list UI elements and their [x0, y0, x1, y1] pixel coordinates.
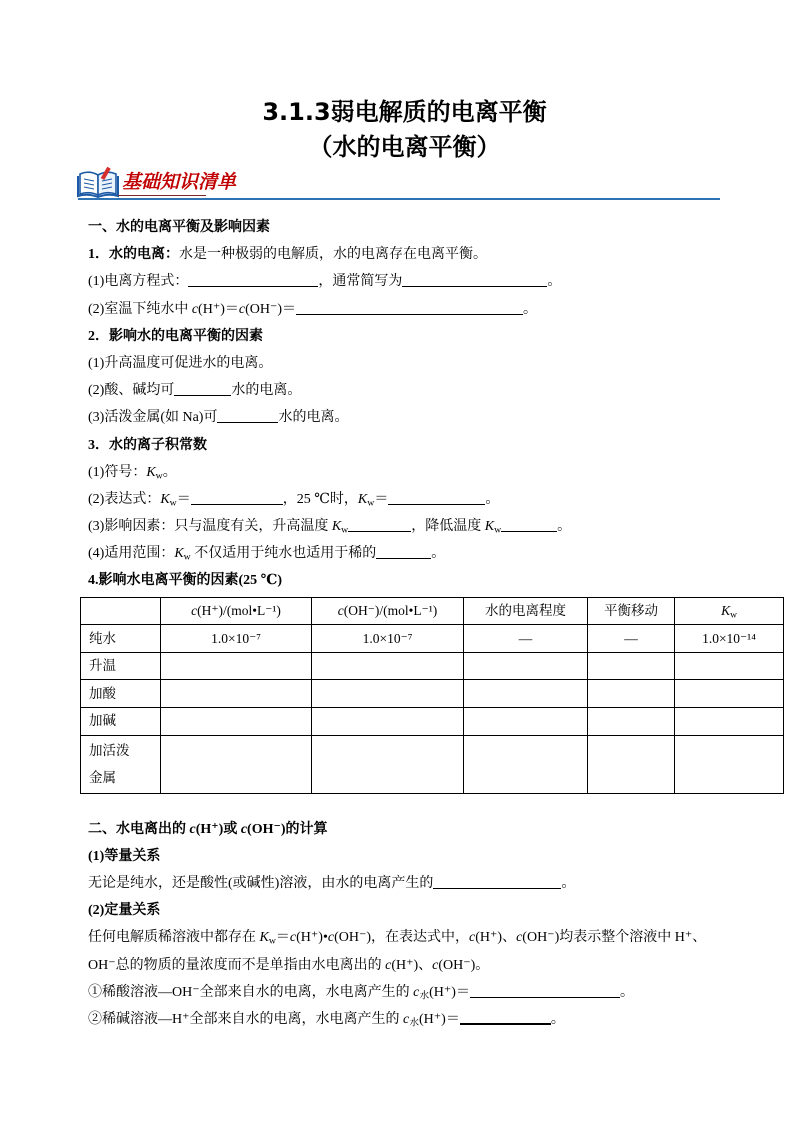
- worksheet-content: [88, 214, 756, 1033]
- table-cell: [464, 735, 588, 793]
- italic-symbol: c: [385, 957, 392, 973]
- answer-blank: [174, 382, 231, 396]
- question-text: 。: [619, 984, 634, 1000]
- italic-symbol: K: [721, 602, 731, 618]
- answer-blank: [460, 1010, 551, 1025]
- italic-symbol: c: [191, 301, 199, 317]
- question-text: 。: [485, 491, 500, 507]
- question-text: 水的电离。: [231, 383, 302, 399]
- table-corner-cell: [81, 597, 161, 625]
- subscript: w: [367, 497, 375, 509]
- question-text: (3)活泼金属(如 Na)可: [88, 410, 218, 426]
- question-text: (3)影响因素：只与温度有关，升高温度 $K_w$: [88, 519, 349, 536]
- italic-symbol: K: [484, 519, 495, 535]
- question-text: (4)适用范围：$K_w$ 不仅适用于纯水也适用于稀的: [88, 546, 377, 563]
- subscript: w: [169, 497, 177, 509]
- table-header-row: [81, 597, 784, 625]
- table-cell: [312, 652, 464, 680]
- sub-2-paragraph: 任何电解质稀溶液中都存在 $K_w=c(H^+)•c(OH^-)$，在表达式中，c(H⁺)、c(OH⁻)均表示整个溶液中 H⁺、OH⁻总的物质的量浓度而不是单指由水电离出的 c(H⁺)、c(OH⁻)。: [88, 930, 707, 973]
- row-label: 升温: [81, 652, 161, 680]
- item-3-question-3: [88, 513, 729, 540]
- item-3-point-1: (1)符号：$K_w$。: [88, 464, 177, 482]
- table-cell: [588, 735, 675, 793]
- italic-symbol: c: [413, 984, 420, 1000]
- question-text: ，25 ℃时，$K_w=$: [282, 491, 389, 509]
- question-text: ①稀酸溶液—OH⁻全部来自水的电离，水电离产生的 $c_水(H^+)=$: [88, 984, 470, 1002]
- answer-blank: [296, 301, 523, 315]
- italic-symbol: K: [174, 546, 184, 562]
- answer-blank: [388, 491, 485, 505]
- italic-symbol: c: [403, 1011, 410, 1027]
- subscript: w: [155, 470, 163, 482]
- question-text: 水的电离。: [278, 410, 349, 426]
- question-text: 。: [561, 875, 576, 891]
- table-cell: [675, 708, 784, 736]
- table-row: [81, 652, 784, 680]
- italic-symbol: c: [469, 930, 476, 946]
- item-3-question-4: [88, 540, 729, 567]
- answer-blank: [470, 984, 620, 998]
- item-2-label: 2．影响水的电离平衡的因素: [88, 328, 263, 344]
- subscript: w: [268, 935, 276, 947]
- table-header-cell: 水的电离程度: [464, 597, 588, 625]
- answer-blank: [402, 273, 547, 287]
- table-cell: —: [588, 625, 675, 653]
- table-header-cell: 平衡移动: [588, 597, 675, 625]
- table-header-cell: c(H⁺)/(mol•L⁻¹): [161, 597, 312, 625]
- table-cell: 1.0×10⁻⁷: [312, 625, 464, 653]
- base-solution-question: [88, 1006, 729, 1033]
- answer-blank: [188, 273, 318, 287]
- row-label: 加碱: [81, 708, 161, 736]
- italic-symbol: c: [327, 930, 335, 946]
- table-cell: —: [464, 625, 588, 653]
- question-text: 。: [550, 1011, 565, 1027]
- table-row: [81, 625, 784, 653]
- table-cell: [464, 708, 588, 736]
- item-3-label: 3．水的离子积常数: [88, 437, 207, 453]
- italic-symbol: K: [331, 519, 342, 535]
- table-cell: [675, 680, 784, 708]
- answer-blank: [191, 491, 283, 505]
- subscript: 水: [409, 1017, 420, 1029]
- question-text: (1)电离方程式：: [88, 274, 189, 290]
- sub-1-label: (1)等量关系: [88, 848, 161, 864]
- book-icon: [76, 166, 120, 200]
- item-2-point-1: (1)升高温度可促进水的电离。: [88, 355, 273, 371]
- subscript: w: [494, 524, 502, 536]
- table-cell: [312, 680, 464, 708]
- title-line-1: 3.1.3弱电解质的电离平衡: [262, 98, 547, 126]
- table-cell: [588, 652, 675, 680]
- item-1-text: 水是一种极弱的电解质，水的电离存在电离平衡。: [179, 247, 487, 263]
- table-cell: 1.0×10⁻¹⁴: [675, 625, 784, 653]
- question-text: ②稀碱溶液—H⁺全部来自水的电离，水电离产生的 $c_水(H^+)=$: [88, 1011, 460, 1029]
- row-label: 加酸: [81, 680, 161, 708]
- table-cell: [161, 680, 312, 708]
- ionization-factor-table: [80, 597, 784, 794]
- title-line-2: （水的电离平衡）: [308, 133, 501, 161]
- table-cell: [312, 708, 464, 736]
- question-text: 。: [523, 301, 538, 317]
- acid-solution-question: [88, 979, 729, 1006]
- row-label: 加活泼金属: [89, 743, 130, 786]
- answer-blank: [217, 409, 278, 423]
- badge-underline: [118, 195, 206, 196]
- table-header-cell: c(OH⁻)/(mol•L⁻¹): [312, 597, 464, 625]
- sub-2-label: (2)定量关系: [88, 903, 161, 919]
- section-badge-label: 基础知识清单: [122, 171, 237, 193]
- italic-symbol: c: [289, 930, 297, 946]
- italic-symbol: c: [516, 930, 523, 946]
- table-cell: [675, 735, 784, 793]
- subscript: w: [341, 524, 349, 536]
- row-label-cell: [81, 735, 161, 793]
- italic-symbol: c: [191, 602, 198, 618]
- question-text: 。: [547, 274, 562, 290]
- item-1-question-1: [88, 268, 729, 295]
- item-1-line: [88, 241, 729, 268]
- italic-symbol: K: [160, 491, 170, 507]
- question-text: ，降低温度 $K_w$: [411, 519, 502, 536]
- table-cell: [312, 735, 464, 793]
- item-1-label: 1．水的电离：: [88, 247, 179, 263]
- table-header-cell: [675, 597, 784, 625]
- italic-symbol: c: [432, 957, 439, 973]
- table-cell: [464, 680, 588, 708]
- answer-blank: [348, 518, 411, 532]
- italic-symbol: c: [240, 821, 248, 837]
- subscript: 水: [419, 990, 430, 1002]
- table-cell: [161, 735, 312, 793]
- part-2: [88, 816, 729, 1034]
- answer-blank: [376, 545, 431, 559]
- italic-symbol: K: [357, 491, 368, 507]
- item-3-question-2: [88, 486, 729, 513]
- item-2-question-3: [88, 404, 729, 431]
- item-4-label: 4.影响水电离平衡的因素(25 ℃): [88, 573, 283, 589]
- sub-1-question: [88, 870, 729, 897]
- answer-blank: [433, 875, 561, 889]
- part-1-heading: 一、水的电离平衡及影响因素: [88, 220, 270, 235]
- italic-symbol: c: [238, 301, 246, 317]
- italic-symbol: c: [189, 821, 196, 837]
- italic-symbol: c: [337, 602, 344, 618]
- document-title: [80, 95, 729, 165]
- question-text: ，通常简写为: [318, 274, 403, 290]
- question-text: (2)酸、碱均可: [88, 383, 175, 399]
- item-2-question-2: [88, 377, 729, 404]
- italic-symbol: K: [146, 464, 156, 480]
- table-row: [81, 735, 784, 793]
- row-label: 纯水: [81, 625, 161, 653]
- part-2-heading: 二、水电离出的 c(H⁺)或 c(OH⁻)的计算: [88, 821, 328, 837]
- question-text: 。: [557, 519, 572, 535]
- header-rule: [78, 198, 720, 200]
- table-row: [81, 708, 784, 736]
- answer-blank: [501, 518, 557, 532]
- subscript: w: [183, 551, 191, 563]
- table-cell: 1.0×10⁻⁷: [161, 625, 312, 653]
- table-cell: [588, 680, 675, 708]
- question-text: 无论是纯水，还是酸性(或碱性)溶液，由水的电离产生的: [88, 875, 434, 891]
- table-cell: [161, 708, 312, 736]
- table-cell: [675, 652, 784, 680]
- question-text: (2)室温下纯水中 c(H⁺)＝c(OH⁻)＝: [88, 301, 297, 317]
- question-text: 。: [431, 546, 446, 562]
- item-1-question-2: [88, 296, 729, 323]
- table-cell: [161, 652, 312, 680]
- question-text: (2)表达式：$K_w=$: [88, 491, 191, 509]
- table-cell: [464, 652, 588, 680]
- subscript: w: [730, 610, 737, 621]
- italic-symbol: K: [259, 930, 269, 946]
- table-row: [81, 680, 784, 708]
- table-cell: [588, 708, 675, 736]
